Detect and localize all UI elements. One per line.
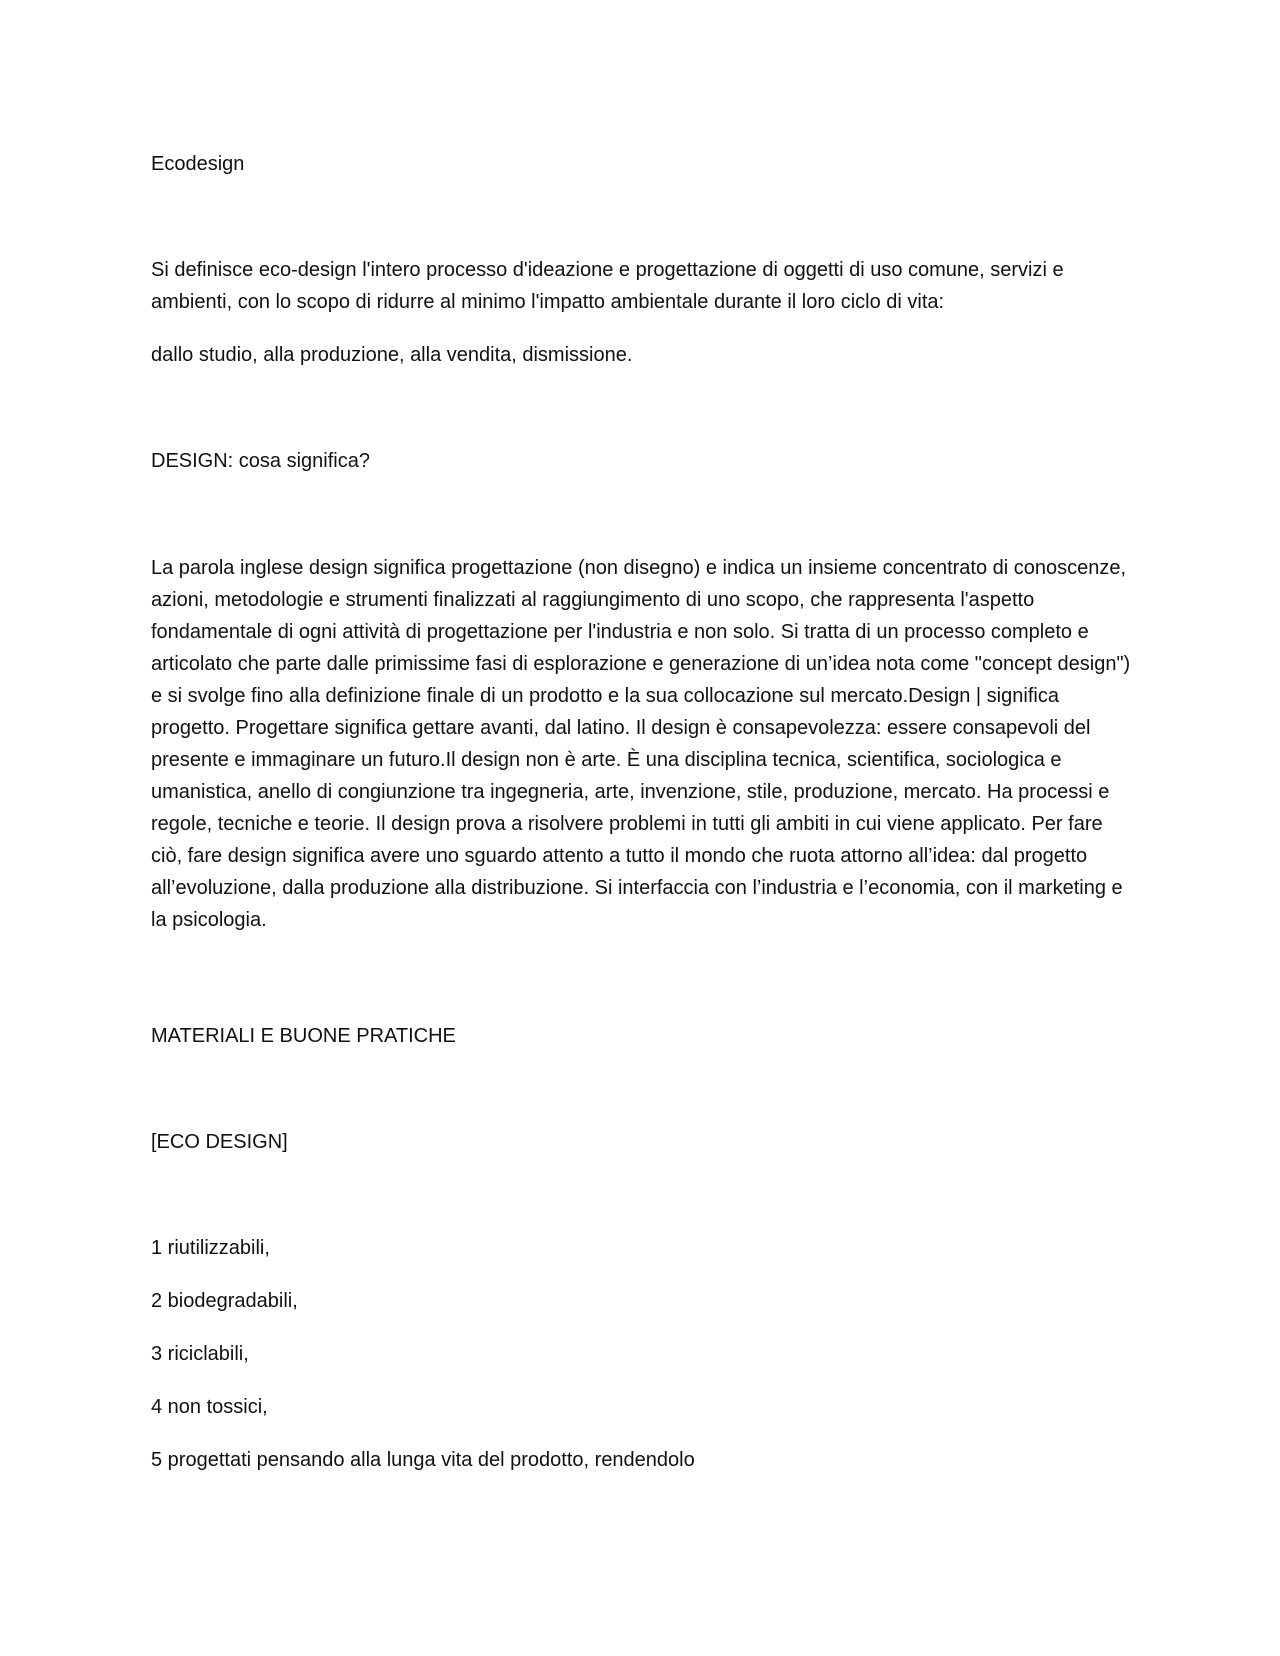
section-subheading-eco-design: [ECO DESIGN] (151, 1131, 288, 1153)
document-title: Ecodesign (151, 153, 245, 175)
list-item: 5 progettati pensando alla lunga vita del prodotto, rendendolo (151, 1449, 695, 1471)
section-heading-design: DESIGN: cosa significa? (151, 450, 370, 472)
list-item: 3 riciclabili, (151, 1343, 249, 1365)
list-item: 4 non tossici, (151, 1396, 268, 1418)
design-body-paragraph: La parola inglese design significa progettazione (non disegno) e indica un insieme concentrato di conoscenze, azioni, metodologie e strumenti finalizzati al raggiungimento di uno scopo, che rappresenta l'aspetto fondamentale di ogni attività di progettazione per l'industria e non solo. Si tratta di un processo completo e articolato che parte dalle primissime fasi di esplorazione e generazione di un’idea nota come "concept design") e si svolge fino alla definizione finale di un prodotto e la sua collocazione sul mercato.Design | significa progetto. Progettare significa gettare avanti, dal latino. Il design è consapevolezza: essere consapevoli del presente e immaginare un futuro.Il design non è arte. È una disciplina tecnica, scientifica, sociologica e umanistica, anello di congiunzione tra ingegneria, arte, invenzione, stile, produzione, mercato. Ha processi e regole, tecniche e teorie. Il design prova a risolvere problemi in tutti gli ambiti in cui viene applicato. Per fare ciò, fare design significa avere uno sguardo attento a tutto il mondo che ruota attorno all’idea: dal progetto all’evoluzione, dalla produzione alla distribuzione. Si interfaccia con l’industria e l’economia, con il marketing e la psicologia. (151, 557, 1131, 931)
intro-paragraph-1: Si definisce eco-design l'intero processo d'ideazione e progettazione di oggetti di uso comune, servizi e ambienti, con lo scopo di ridurre al minimo l'impatto ambientale durante il loro ciclo di vita: (151, 259, 1064, 313)
intro-paragraph-2: dallo studio, alla produzione, alla vendita, dismissione. (151, 344, 633, 366)
list-item: 2 biodegradabili, (151, 1290, 298, 1312)
list-item: 1 riutilizzabili, (151, 1237, 270, 1259)
section-heading-materials: MATERIALI E BUONE PRATICHE (151, 1025, 456, 1047)
